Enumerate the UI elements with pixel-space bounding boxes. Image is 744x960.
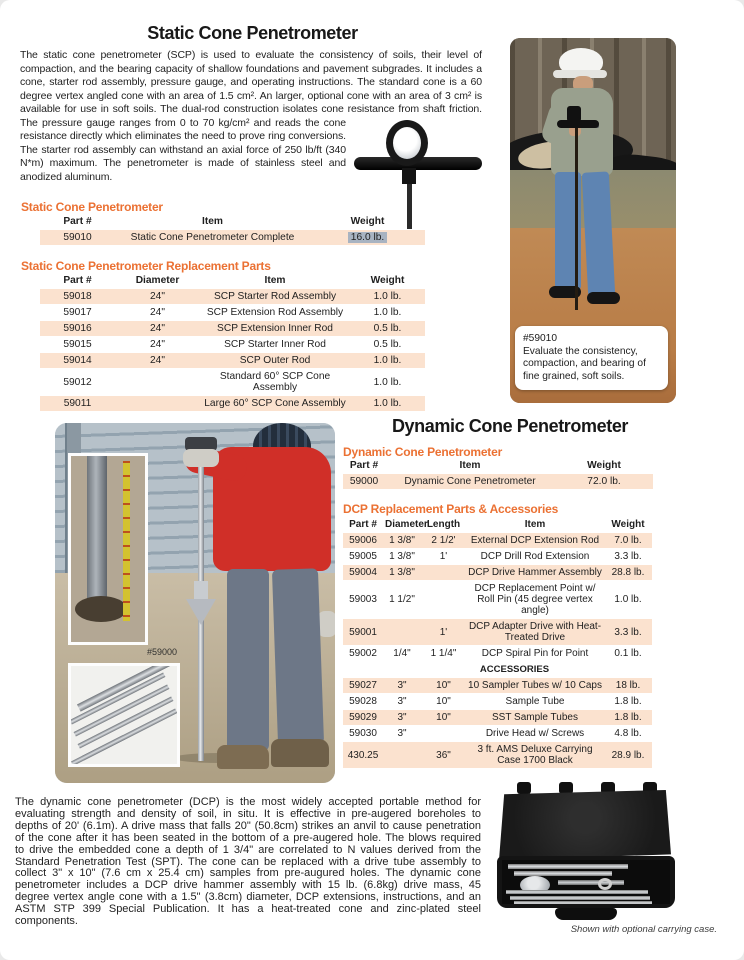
item-weight: 1.0 lb. (614, 594, 642, 605)
item-weight: 1.8 lb. (614, 712, 642, 723)
item-weight: 28.8 lb. (611, 567, 645, 578)
static-parts-heading: Static Cone Penetrometer Replacement Parts (21, 259, 271, 273)
part-diameter: 3" (397, 712, 407, 723)
col-header-weight: Weight (587, 460, 621, 471)
part-diameter: 3" (397, 696, 407, 707)
boot (271, 739, 329, 767)
part-diameter: 24" (150, 307, 165, 318)
jeans-leg (272, 568, 324, 745)
part-diameter: 1 3/8" (389, 535, 415, 546)
item-weight: 28.9 lb. (611, 749, 645, 761)
table-row (343, 742, 652, 769)
table-row (343, 549, 652, 565)
static-parts-table (40, 273, 425, 412)
table-row (343, 474, 653, 490)
part-number: 59004 (349, 567, 377, 578)
part-number: 59017 (63, 307, 92, 318)
rod-bar (70, 672, 166, 724)
col-header-part: Part # (349, 460, 379, 471)
part-diameter: 1/4" (393, 648, 411, 659)
part-number: 59011 (63, 398, 92, 409)
anvil-collar (194, 581, 208, 599)
part-number: 59002 (349, 648, 377, 659)
part-number: 59003 (349, 594, 377, 605)
part-diameter: 24" (150, 323, 165, 334)
col-header-item: Item (459, 460, 481, 471)
part-length: 1 1/4" (430, 648, 457, 659)
case-tray (502, 860, 670, 904)
item-name: DCP Drill Rod Extension (480, 551, 590, 562)
table-row (40, 289, 425, 305)
part-length (421, 571, 466, 575)
shoe (587, 292, 620, 304)
part-number: 59018 (63, 291, 92, 302)
part-diameter (383, 630, 421, 634)
part-number: 59030 (349, 728, 377, 739)
col-header-item: Item (524, 519, 546, 530)
item-weight: 72.0 lb. (587, 476, 621, 487)
item-name: SCP Starter Inner Rod (224, 339, 326, 350)
case-handle (555, 908, 617, 920)
static-table (40, 214, 425, 246)
item-name: Dynamic Cone Penetrometer (404, 476, 536, 487)
col-header-part: Part # (63, 216, 92, 227)
part-diameter: 24" (150, 291, 165, 302)
item-weight: 0.5 lb. (373, 323, 402, 334)
item-name: DCP Spiral Pin for Point (481, 648, 589, 659)
table-row (40, 369, 425, 396)
part-length: 1' (439, 551, 448, 562)
dynamic-table-heading: Dynamic Cone Penetrometer (343, 445, 503, 459)
carrying-case-photo (497, 782, 675, 924)
figure-man (205, 423, 335, 783)
case-rod (514, 871, 612, 876)
rod-bar (71, 735, 125, 766)
case-latch (517, 782, 531, 794)
figure-man (545, 46, 645, 306)
gauge-stem (402, 168, 416, 184)
item-name: 3 ft. AMS Deluxe Carrying Case 1700 Black (477, 744, 593, 766)
item-name: Large 60° SCP Cone Assembly (204, 398, 346, 409)
col-header-item: Item (202, 216, 223, 227)
part-number: 59010 (63, 232, 92, 243)
part-diameter: 24" (150, 355, 165, 366)
col-header-diameter: Diameter (385, 519, 428, 530)
table-row (343, 694, 652, 710)
part-diameter: 3" (397, 728, 407, 739)
part-length: 1' (439, 626, 448, 638)
dcp-parts-header-row (343, 517, 652, 533)
item-weight: 4.8 lb. (614, 728, 642, 739)
item-weight: 1.0 lb. (373, 398, 402, 409)
boot (217, 745, 269, 769)
col-header-length: Length (426, 519, 461, 530)
inset-extension-rods (68, 663, 180, 767)
static-parts-header-row (40, 273, 425, 289)
item-name: DCP Drive Hammer Assembly (468, 567, 602, 578)
inset-measuring-tape (123, 461, 130, 621)
item-name: External DCP Extension Rod (470, 535, 600, 546)
item-weight: 1.8 lb. (614, 696, 642, 707)
item-weight: 3.3 lb. (614, 551, 642, 562)
table-row (343, 678, 652, 694)
table-row (40, 305, 425, 321)
table-row (343, 646, 652, 662)
table-row (40, 353, 425, 369)
item-weight: 1.0 lb. (373, 376, 402, 388)
part-number: 59012 (63, 376, 92, 388)
part-number: 59029 (349, 712, 377, 723)
intro-text-part1: The static cone penetrometer (SCP) is used to evaluate the consistency of soils, their level of compaction, and the bearing capacity of shallow foundations and pavement subgrades. It includes a cone, starter rod assembly, pressure gauge, and operating instructions. The standard cone is a 60 degree vertex angled cone with an area of 1.5 cm². An larger, optional cone with an area of 3 cm² is available for use in soft soils. The dual-rod construction isolates cone resistance from shaft (20, 49, 482, 115)
table-row (40, 337, 425, 353)
intro-text-part2: friction. The pressure gauge ranges from 0 to 70 kg/cm² and reads the cone resistance directly which eliminates the need to prove ring conversions. The starter rod assembly can withstand an axial force of 250 lb/ft (340 N*m) maximum. The penetrometer is made of stainless steel and anodized aluminum. (20, 103, 482, 183)
photo-label: #59000 (147, 647, 178, 657)
table-row (343, 619, 652, 646)
item-name: SST Sample Tubes (492, 712, 578, 723)
item-name: 10 Sampler Tubes w/ 10 Caps (468, 680, 602, 691)
col-header-part: Part # (349, 519, 377, 530)
part-diameter: 24" (150, 339, 165, 350)
item-weight: 1.0 lb. (373, 355, 402, 366)
part-number: 59014 (63, 355, 92, 366)
table-row (40, 321, 425, 337)
item-weight: 0.1 lb. (614, 648, 642, 659)
item-weight: 1.0 lb. (373, 291, 402, 302)
table-row (343, 726, 652, 742)
col-header-weight: Weight (611, 519, 645, 530)
item-name: SCP Extension Rod Assembly (206, 307, 344, 318)
static-intro-paragraph (20, 49, 482, 215)
case-rod (506, 890, 648, 894)
jeans-leg (582, 171, 615, 296)
penetrometer-rod (575, 128, 578, 310)
dcp-parts-heading: DCP Replacement Parts & Accessories (343, 502, 559, 516)
accessories-subheader: ACCESSORIES (479, 664, 550, 675)
part-diameter: 1 3/8" (389, 567, 415, 578)
gauge-ring (386, 120, 428, 166)
part-length: 10" (436, 680, 451, 691)
case-rod (508, 864, 628, 869)
table-row (343, 581, 652, 619)
item-name: Drive Head w/ Screws (485, 728, 585, 739)
t-handle (557, 120, 599, 128)
static-table-header-row (40, 214, 425, 230)
dcp-description-paragraph: The dynamic cone penetrometer (DCP) is the most widely accepted portable method for evaluating strength and density of soil, in situ. It is effective in pre-augered boreholes to depths of 20' (6.1m). A drive mass that falls 20" (50.8cm) strikes an anvil to cause penetration of the cone after it has been seated in the bottom of a pre-augered hole. The blows required to drive the embedded cone a depth of 1 3/4" are correlated to N values derived from the Standard Penetration Test (SPT). The cone can be replaced with a drive tube assembly to collect 3" x 10" (7.6 cm x 25.4 cm) samples from pre-augured holes. The dynamic cone penetrometer includes a DCP drive hammer assembly with 15 lb. (6.8kg) drive mass, 45 degree vertex angle cone with a 1.5" (3.8cm) diameter, DCP extensions, instructions, and an ASTM STP 399 Special Publication. It has a heat-treated cone and zinc-plated steel components. (15, 796, 481, 928)
item-weight: 7.0 lb. (614, 535, 642, 546)
dcp-in-use-photo (55, 423, 335, 783)
item-name: Sample Tube (505, 696, 565, 707)
item-weight: 3.3 lb. (614, 626, 642, 638)
gloved-hands (183, 449, 219, 467)
static-section-title: Static Cone Penetrometer (147, 23, 358, 43)
item-weight: 0.5 lb. (373, 339, 402, 350)
case-lid (499, 790, 671, 860)
accessories-subheader-row (343, 662, 652, 678)
item-name: SCP Extension Inner Rod (217, 323, 333, 334)
part-diameter (115, 380, 200, 384)
part-length: 36" (436, 749, 451, 761)
table-row (40, 396, 425, 412)
table-row (40, 230, 425, 246)
case-point-rod (558, 880, 624, 885)
part-length (421, 732, 466, 736)
part-length: 10" (436, 712, 451, 723)
item-weight: 18 lb. (615, 680, 641, 691)
part-length (421, 598, 466, 602)
caption-part-number: #59010 (523, 333, 557, 344)
dcp-parts-table (343, 517, 652, 769)
part-number: 59000 (349, 476, 379, 487)
table-row (343, 533, 652, 549)
part-diameter (383, 753, 421, 757)
anvil-cone (186, 599, 216, 625)
item-weight: 1.0 lb. (373, 307, 402, 318)
item-weight (310, 230, 425, 245)
col-header-diameter: Diameter (135, 275, 180, 286)
case-photo-caption: Shown with optional carrying case. (570, 924, 717, 935)
jeans-leg (227, 569, 269, 751)
inset-hole (75, 596, 127, 622)
part-number: 59016 (63, 323, 92, 334)
inset-rod (87, 456, 107, 608)
static-penetrometer-photo (510, 38, 676, 403)
case-ring (598, 878, 612, 890)
dynamic-table-header-row (343, 458, 653, 474)
case-latch (559, 782, 573, 794)
part-diameter: 1 1/2" (389, 594, 415, 605)
col-header-item: Item (264, 275, 286, 286)
photo-caption-box (515, 326, 668, 390)
inset-rod-in-hole (68, 453, 148, 645)
item-name: Standard 60° SCP Cone Assembly (219, 371, 331, 393)
pressure-gauge-photo (354, 120, 482, 215)
part-length: 10" (436, 696, 451, 707)
item-name: SCP Outer Rod (239, 355, 311, 366)
static-table-heading: Static Cone Penetrometer (21, 200, 163, 214)
part-diameter (115, 402, 200, 406)
table-row (343, 565, 652, 581)
col-header-weight: Weight (370, 275, 405, 286)
dynamic-table (343, 458, 653, 490)
part-number: 59006 (349, 535, 377, 546)
part-number: 59015 (63, 339, 92, 350)
part-number: 59027 (349, 680, 377, 691)
col-header-part: Part # (63, 275, 92, 286)
part-number: 430.25 (347, 749, 379, 761)
item-name: DCP Replacement Point w/ Roll Pin (45 degree vertex angle) (474, 583, 596, 616)
selected-weight-text: 16.0 lb. (348, 232, 387, 243)
part-number: 59005 (349, 551, 377, 562)
dynamic-section-title: Dynamic Cone Penetrometer (391, 416, 629, 436)
case-rod (514, 901, 652, 904)
item-name: Static Cone Penetrometer Complete (130, 232, 295, 243)
col-header-weight: Weight (350, 216, 385, 227)
item-name: DCP Adapter Drive with Heat-Treated Drive (468, 621, 602, 643)
table-row (343, 710, 652, 726)
part-number: 59028 (349, 696, 377, 707)
part-number: 59001 (349, 626, 377, 638)
part-length: 2 1/2' (431, 535, 456, 546)
part-diameter: 1 3/8" (389, 551, 415, 562)
case-rod (510, 896, 650, 900)
part-diameter: 3" (397, 680, 407, 691)
caption-text: Evaluate the consistency, compaction, and bearing of fine grained, soft soils. (523, 345, 646, 382)
item-name: SCP Starter Rod Assembly (213, 291, 337, 302)
